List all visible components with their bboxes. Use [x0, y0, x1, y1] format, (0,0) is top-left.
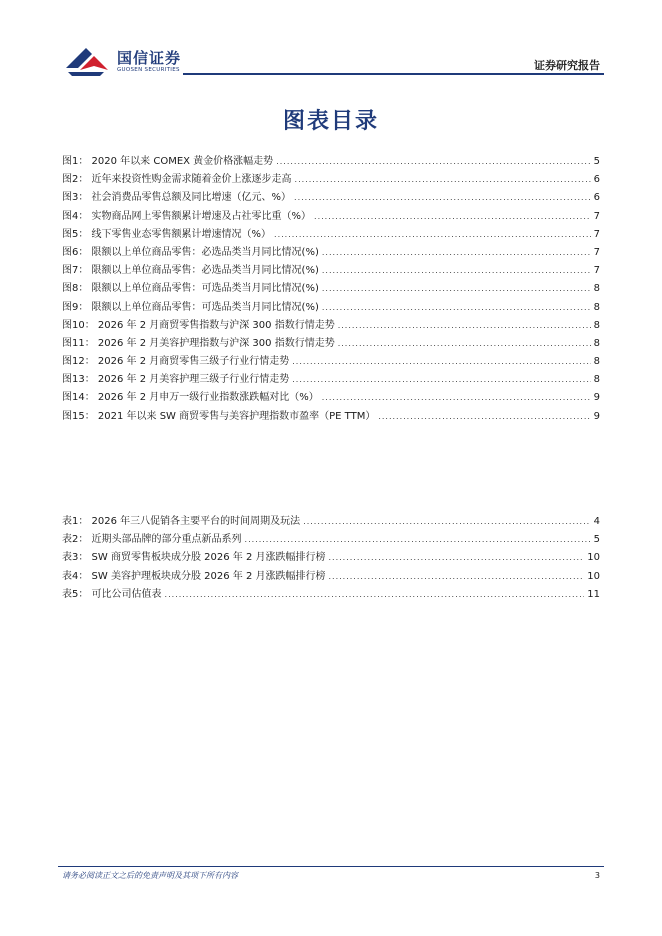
table-entry-page: 4 — [593, 516, 600, 527]
leader-dots — [322, 244, 591, 262]
leader-dots — [295, 171, 591, 189]
figure-entry-label: 图6： 限额以上单位商品零售：必选品类当月同比情况(%) — [62, 246, 319, 258]
table-entry-label: 表3： SW 商贸零售板块成分股 2026 年 2 月涨跌幅排行榜 — [62, 552, 326, 564]
logo-text-cn: 国信证券 — [117, 49, 182, 67]
leader-dots — [322, 299, 591, 317]
figure-entry-label: 图11： 2026 年 2 月美容护理指数与沪深 300 指数行情走势 — [62, 337, 335, 349]
table-entry-label: 表5： 可比公司估值表 — [62, 588, 162, 600]
figure-entry[interactable] — [62, 371, 600, 389]
figure-entry-page: 7 — [593, 265, 600, 277]
page-number: 3 — [594, 871, 600, 880]
figure-entry-page: 8 — [593, 319, 600, 331]
footer-disclaimer: 请务必阅读正文之后的免责声明及其项下所有内容 — [62, 871, 238, 880]
figure-entry[interactable] — [62, 335, 600, 353]
figure-entry-label: 图9： 限额以上单位商品零售：可选品类当月同比情况(%) — [62, 301, 319, 313]
figure-entry[interactable] — [62, 171, 600, 189]
table-entry-page: 10 — [587, 570, 600, 582]
table-entry-page: 10 — [587, 552, 600, 564]
figure-entry-label: 图8： 限额以上单位商品零售：可选品类当月同比情况(%) — [62, 283, 319, 295]
figure-entry-page: 8 — [593, 337, 600, 349]
figure-entry-page: 6 — [593, 174, 600, 186]
figure-entry-page: 5 — [593, 156, 600, 167]
table-entry[interactable] — [62, 549, 600, 567]
figure-entry[interactable] — [62, 153, 600, 171]
leader-dots — [276, 153, 590, 171]
figure-entry-page: 8 — [593, 374, 600, 386]
figure-entry-label: 图12： 2026 年 2 月商贸零售三级子行业行情走势 — [62, 356, 290, 368]
figure-entry[interactable] — [62, 262, 600, 280]
leader-dots — [322, 389, 591, 407]
table-entry[interactable] — [62, 568, 600, 586]
figure-entry-label: 图3： 社会消费品零售总额及同比增速（亿元、%） — [62, 192, 292, 204]
figure-entry-page: 8 — [593, 356, 600, 368]
figure-list — [62, 153, 600, 426]
page-header — [0, 0, 662, 80]
figure-entry-page: 8 — [593, 301, 600, 313]
footer-divider — [58, 866, 604, 867]
table-entry[interactable] — [62, 531, 600, 549]
figure-entry-page: 9 — [593, 392, 600, 404]
table-entry-page: 11 — [587, 588, 600, 600]
leader-dots — [292, 353, 590, 371]
figure-entry[interactable] — [62, 299, 600, 317]
figure-entry[interactable] — [62, 408, 600, 426]
leader-dots — [338, 335, 591, 353]
report-type-label: 证券研究报告 — [534, 59, 600, 72]
table-entry[interactable] — [62, 513, 600, 531]
figure-entry[interactable] — [62, 208, 600, 226]
leader-dots — [338, 317, 591, 335]
leader-dots — [274, 226, 591, 244]
figure-entry-label: 图4： 实物商品网上零售额累计增速及占社零比重（%） — [62, 210, 312, 222]
figure-entry[interactable] — [62, 244, 600, 262]
leader-dots — [314, 208, 591, 226]
figure-entry[interactable] — [62, 280, 600, 298]
figure-entry-label: 图1： 2020 年以来 COMEX 黄金价格涨幅走势 — [62, 156, 274, 167]
table-list — [62, 513, 600, 604]
leader-dots — [303, 513, 590, 531]
table-entry-label: 表1： 2026 年三八促销各主要平台的时间周期及玩法 — [62, 516, 301, 527]
figure-entry-page: 9 — [593, 410, 600, 422]
leader-dots — [328, 549, 584, 567]
header-divider — [183, 73, 604, 75]
leader-dots — [328, 568, 584, 586]
page-title: 图表目录 — [282, 109, 379, 134]
leader-dots — [294, 189, 591, 207]
figure-entry[interactable] — [62, 189, 600, 207]
figure-entry-label: 图15： 2021 年以来 SW 商贸零售与美容护理指数市盈率（PE TTM） — [62, 410, 376, 422]
figure-entry-page: 7 — [593, 228, 600, 240]
table-entry[interactable] — [62, 586, 600, 604]
figure-entry-label: 图5： 线下零售业态零售额累计增速情况（%） — [62, 228, 272, 240]
figure-entry-label: 图10： 2026 年 2 月商贸零售指数与沪深 300 指数行情走势 — [62, 319, 335, 331]
leader-dots — [378, 408, 590, 426]
table-entry-label: 表4： SW 美容护理板块成分股 2026 年 2 月涨跌幅排行榜 — [62, 570, 326, 582]
figure-entry[interactable] — [62, 353, 600, 371]
figure-entry-page: 8 — [593, 283, 600, 295]
figure-entry-label: 图7： 限额以上单位商品零售：必选品类当月同比情况(%) — [62, 265, 319, 277]
figure-entry-label: 图2： 近年来投资性购金需求随着金价上涨逐步走高 — [62, 174, 292, 186]
figure-entry[interactable] — [62, 317, 600, 335]
figure-entry-page: 6 — [593, 192, 600, 204]
leader-dots — [292, 371, 590, 389]
leader-dots — [165, 586, 585, 604]
guosen-logo-icon — [64, 44, 110, 78]
figure-entry-label: 图13： 2026 年 2 月美容护理三级子行业行情走势 — [62, 374, 290, 386]
table-entry-page: 5 — [593, 534, 600, 546]
leader-dots — [322, 280, 591, 298]
figure-entry-page: 7 — [593, 210, 600, 222]
figure-entry[interactable] — [62, 226, 600, 244]
figure-entry-label: 图14： 2026 年 2 月申万一级行业指数涨跌幅对比（%） — [62, 392, 319, 404]
table-entry-label: 表2： 近期头部品牌的部分重点新品系列 — [62, 534, 242, 546]
figure-entry-page: 7 — [593, 246, 600, 258]
leader-dots — [245, 531, 591, 549]
figure-entry[interactable] — [62, 389, 600, 407]
logo-text-en: GUOSEN SECURITIES — [117, 67, 180, 73]
leader-dots — [322, 262, 591, 280]
